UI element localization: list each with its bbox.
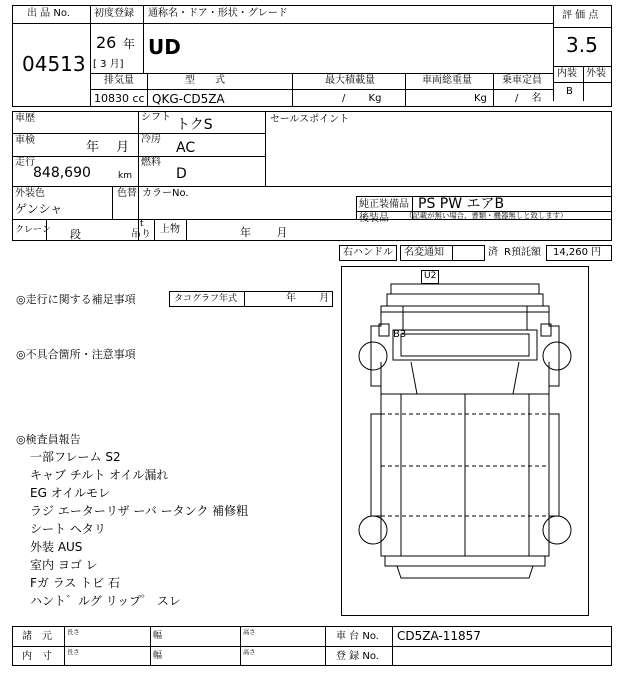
width-label: 幅 (153, 651, 163, 661)
r-deposit-label: R預託額 (504, 247, 541, 258)
length-label: 長さ (67, 649, 80, 657)
name-change-value: 済 (488, 247, 498, 258)
defects-title: ◎不具合箇所・注意事項 (16, 348, 136, 361)
reg-month: [ 3 月] (93, 59, 124, 70)
inspector-item: シート ヘタリ (30, 522, 106, 536)
inspection-label: 車検 (15, 135, 35, 146)
exterior-label: 外装 (586, 68, 606, 79)
max-load: / Kg (342, 93, 382, 104)
shift: トクS (176, 117, 213, 133)
color-no-label: 色替 (117, 188, 137, 199)
inspector-item: 一部フレーム S2 (30, 450, 121, 464)
displacement-label: 排気量 (104, 75, 134, 86)
model-name: UD (148, 35, 181, 59)
inspector-item: Fガ ラス トビ 石 (30, 576, 120, 590)
exterior-color-label: 外装色 (15, 188, 45, 199)
mileage: 848,690 (33, 165, 91, 181)
displacement: 10830 cc (94, 92, 145, 105)
length-label: 長さ (67, 629, 80, 637)
name-change-label: 名変通知 (404, 247, 444, 258)
driving-notes-title: ◎走行に関する補足事項 (16, 293, 136, 306)
r-deposit: 14,260 円 (553, 247, 602, 258)
mark-b3: B3 (393, 329, 407, 340)
fuel-label: 燃料 (141, 157, 161, 168)
inspector-item: ラジ エーターリザ ーバ ータンク 補修粗 (30, 504, 249, 518)
fuel: D (176, 166, 187, 182)
inspector-item: 室内 ヨゴ レ (30, 558, 98, 572)
crane-stage: 段 (70, 228, 81, 241)
tachograph-label: タコグラフ年式 (174, 294, 238, 304)
score-label: 評 価 点 (562, 10, 599, 21)
inspector-item: ハント゛ルグ リップ゜ スレ (30, 594, 181, 608)
rhd: 右ハンドル (343, 247, 393, 258)
inner-label: 内 寸 (22, 651, 52, 662)
capacity-label: 乗車定員 (502, 75, 542, 86)
score: 3.5 (566, 33, 598, 57)
width-label: 幅 (153, 631, 163, 641)
tachograph-value: 年 月 (286, 293, 330, 304)
aircon: AC (176, 140, 196, 156)
installed-value: 年 月 (240, 226, 288, 239)
inspector-item: キャブ チルト オイル漏れ (30, 468, 169, 482)
inspection-value: 年 月 (86, 140, 130, 155)
interior-label: 内装 (557, 68, 577, 79)
crane-t: t (140, 219, 144, 229)
lot-no: 04513 (22, 52, 86, 76)
mileage-label: 走行 (15, 157, 35, 168)
truck-diagram (341, 266, 589, 616)
history-label: 車歴 (15, 113, 35, 124)
sales-point-label: セールスポイント (270, 114, 350, 125)
aftermarket-note: （記載が無い場合、書類・機器無しと致します） (405, 212, 568, 221)
gross-weight-label: 車両総重量 (422, 75, 472, 86)
gross-weight: Kg (474, 93, 487, 104)
height-label: 高さ (243, 649, 256, 657)
installed-label: 上物 (160, 224, 180, 235)
lot-no-label: 出 品 No. (27, 8, 70, 19)
equipment-label: 純正装備品 (359, 199, 409, 210)
inspector-title: ◎検査員報告 (16, 433, 81, 446)
vehicle-info-frame (12, 111, 612, 241)
aftermarket-label: 後装品 (359, 213, 389, 224)
chassis-no: CD5ZA-11857 (397, 629, 481, 643)
capacity: / 名 (515, 93, 542, 104)
equipment: PS PW エアB (418, 196, 505, 212)
chassis-label: 車 台 No. (336, 631, 379, 642)
reg-year-unit: 年 (123, 37, 136, 51)
mileage-unit: km (118, 171, 132, 181)
first-reg-label: 初度登録 (94, 8, 134, 19)
crane-label: クレーン (15, 225, 51, 235)
type-value: QKG-CD5ZA (152, 92, 225, 106)
height-label: 高さ (243, 629, 256, 637)
reg-year: 26 (96, 33, 117, 52)
exterior-color: ゲンシャ (15, 202, 63, 216)
inspector-item: 外装 AUS (30, 540, 83, 554)
interior-grade: B (566, 86, 573, 97)
inspector-item: EG オイルモレ (30, 486, 111, 500)
type-label: 型 式 (185, 75, 225, 86)
model-label: 通称名・ドア・形状・グレード (148, 8, 288, 19)
shift-label: シフト (141, 112, 171, 123)
mark-u2: U2 (424, 271, 437, 281)
aircon-label: 冷房 (141, 134, 161, 145)
max-load-label: 最大積載量 (325, 75, 375, 86)
specs-label: 諸 元 (22, 631, 52, 642)
crane-suspend: 吊り (131, 229, 151, 240)
color-code-label: カラーNo. (142, 188, 189, 199)
reg-label: 登 録 No. (336, 651, 379, 662)
